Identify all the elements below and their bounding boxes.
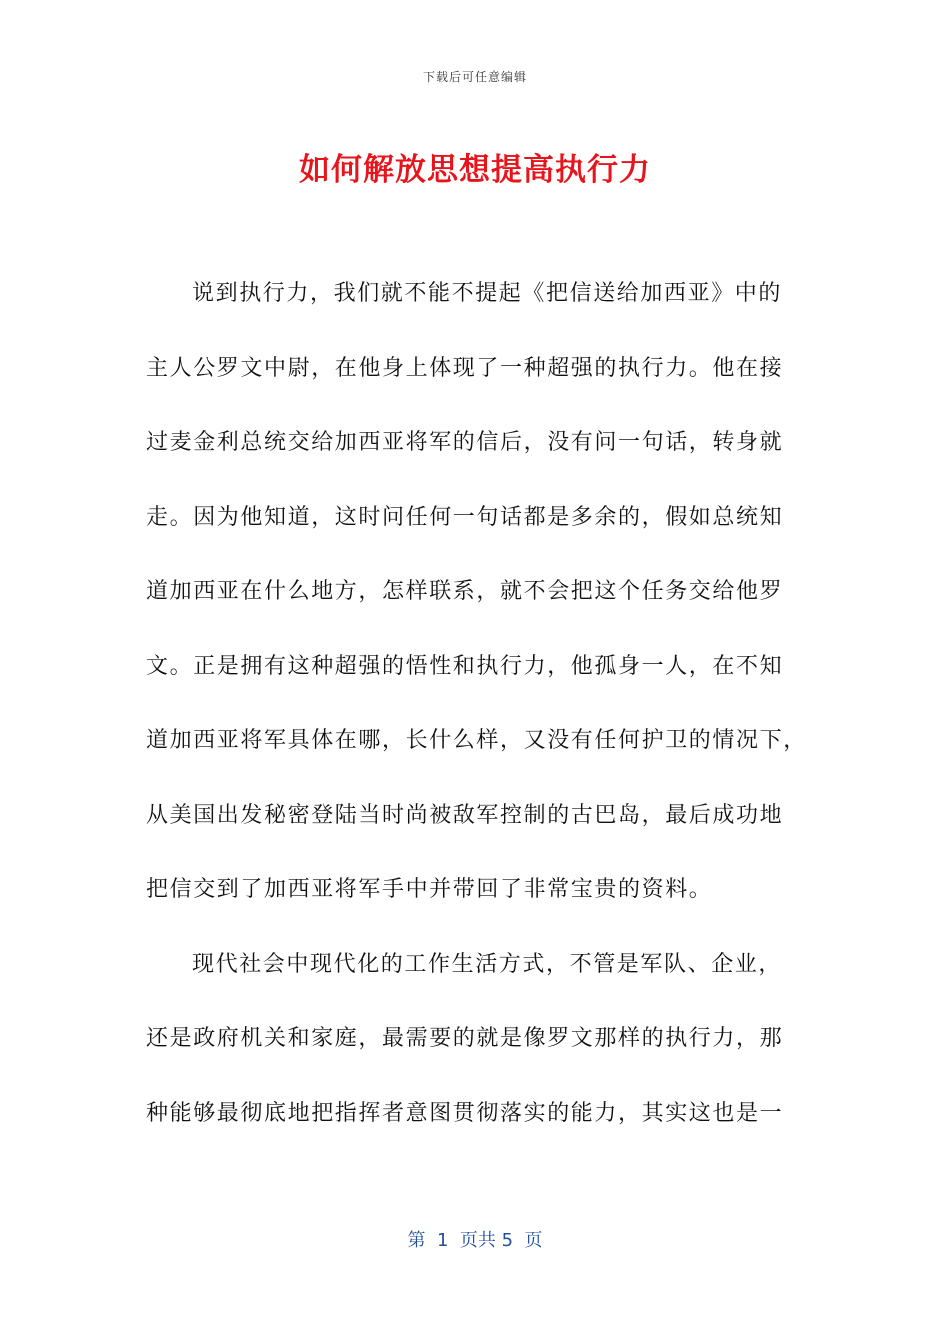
paragraph-1-line-3: 过麦金利总统交给加西亚将军的信后，没有问一句话，转身就 [146, 430, 784, 455]
paragraph-1-line-9: 把信交到了加西亚将军手中并带回了非常宝贵的资料。 [146, 877, 713, 902]
document-body [146, 275, 806, 1169]
paragraph-2-line-1: 现代社会中现代化的工作生活方式，不管是军队、企业， [192, 951, 783, 977]
paragraph-2-line-3: 种能够最彻底地把指挥者意图贯彻落实的能力，其实这也是一 [146, 1100, 784, 1126]
paragraph-2-line-2: 还是政府机关和家庭，最需要的就是像罗文那样的执行力，那 [146, 1026, 784, 1051]
document-title: 如何解放思想提高执行力 [299, 152, 651, 188]
paragraph-1-line-4: 走。因为他知道，这时问任何一句话都是多余的，假如总统知 [146, 504, 784, 530]
header-note: 下载后可任意编辑 [422, 70, 527, 84]
paragraph-1-line-6: 文。正是拥有这种超强的悟性和执行力，他孤身一人，在不知 [146, 653, 784, 679]
paragraph-1-line-2: 主人公罗文中尉，在他身上体现了一种超强的执行力。他在接 [146, 355, 784, 381]
paragraph-1-line-1: 说到执行力，我们就不能不提起《把信送给加西亚》中的 [192, 281, 783, 306]
paragraph-1-line-5: 道加西亚在什么地方，怎样联系，就不会把这个任务交给他罗 [146, 579, 784, 604]
page-number-footer: 第 1 页共 5 页 [407, 1230, 543, 1251]
paragraph-1-line-8: 从美国出发秘密登陆当时尚被敌军控制的古巴岛，最后成功地 [146, 802, 784, 828]
paragraph-1-line-7: 道加西亚将军具体在哪，长什么样，又没有任何护卫的情况下， [146, 728, 807, 753]
